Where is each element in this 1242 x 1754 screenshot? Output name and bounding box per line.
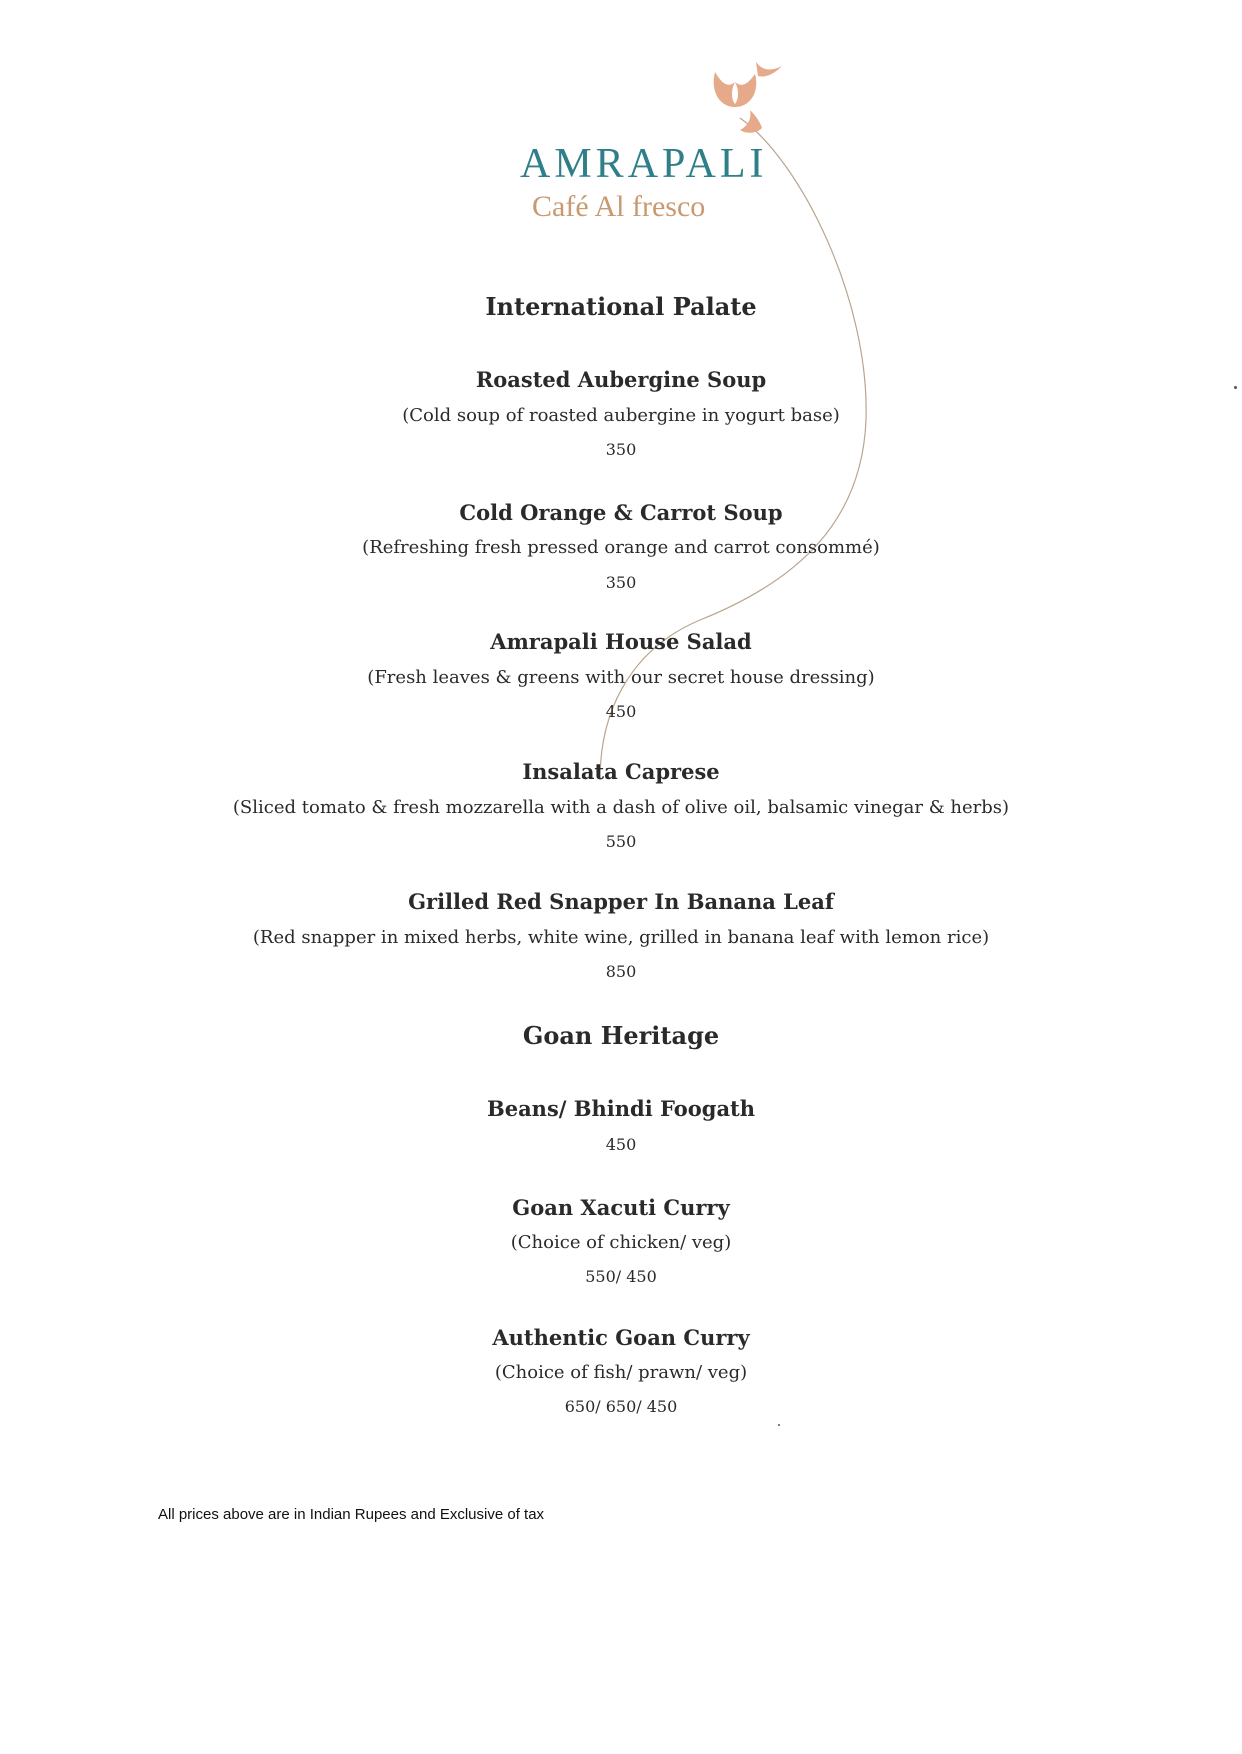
item-price: 350 (605, 440, 637, 459)
item-name: Roasted Aubergine Soup (475, 367, 767, 392)
item-price: 550 (605, 832, 637, 851)
item-price: 450 (605, 702, 637, 721)
item-description: (Choice of fish/ prawn/ veg) (494, 1362, 748, 1383)
item-description: (Fresh leaves & greens with our secret house dressing) (367, 667, 875, 688)
brand-tagline: Café Al fresco (532, 190, 706, 223)
item-price: 850 (605, 962, 637, 981)
item-price: 450 (605, 1135, 637, 1154)
item-name: Cold Orange & Carrot Soup (459, 500, 783, 525)
item-price: 550/ 450 (585, 1267, 657, 1286)
item-description: (Red snapper in mixed herbs, white wine, grilled in banana leaf with lemon rice) (252, 927, 990, 948)
item-description: (Cold soup of roasted aubergine in yogurt base) (402, 405, 840, 426)
item-price: 650/ 650/ 450 (564, 1397, 678, 1416)
brand-name: AMRAPALI (520, 141, 768, 187)
scan-speck (1234, 386, 1237, 389)
item-name: Grilled Red Snapper In Banana Leaf (408, 889, 834, 914)
item-description: (Refreshing fresh pressed orange and carrot consommé) (362, 537, 880, 558)
item-name: Beans/ Bhindi Foogath (486, 1096, 756, 1121)
item-description: (Choice of chicken/ veg) (510, 1232, 732, 1253)
item-name: Amrapali House Salad (490, 629, 752, 654)
item-price: 350 (605, 573, 637, 592)
item-name: Goan Xacuti Curry (512, 1195, 730, 1220)
section-title-goan: Goan Heritage (522, 1021, 720, 1050)
item-name: Insalata Caprese (522, 759, 720, 784)
scan-speck (778, 1424, 780, 1426)
item-name: Authentic Goan Curry (492, 1325, 750, 1350)
item-description: (Sliced tomato & fresh mozzarella with a dash of olive oil, balsamic vinegar & herbs) (232, 797, 1010, 818)
section-title-international: International Palate (485, 292, 757, 321)
lotus-logo-icon (690, 52, 800, 152)
price-footnote: All prices above are in Indian Rupees and Exclusive of tax (158, 1506, 545, 1523)
